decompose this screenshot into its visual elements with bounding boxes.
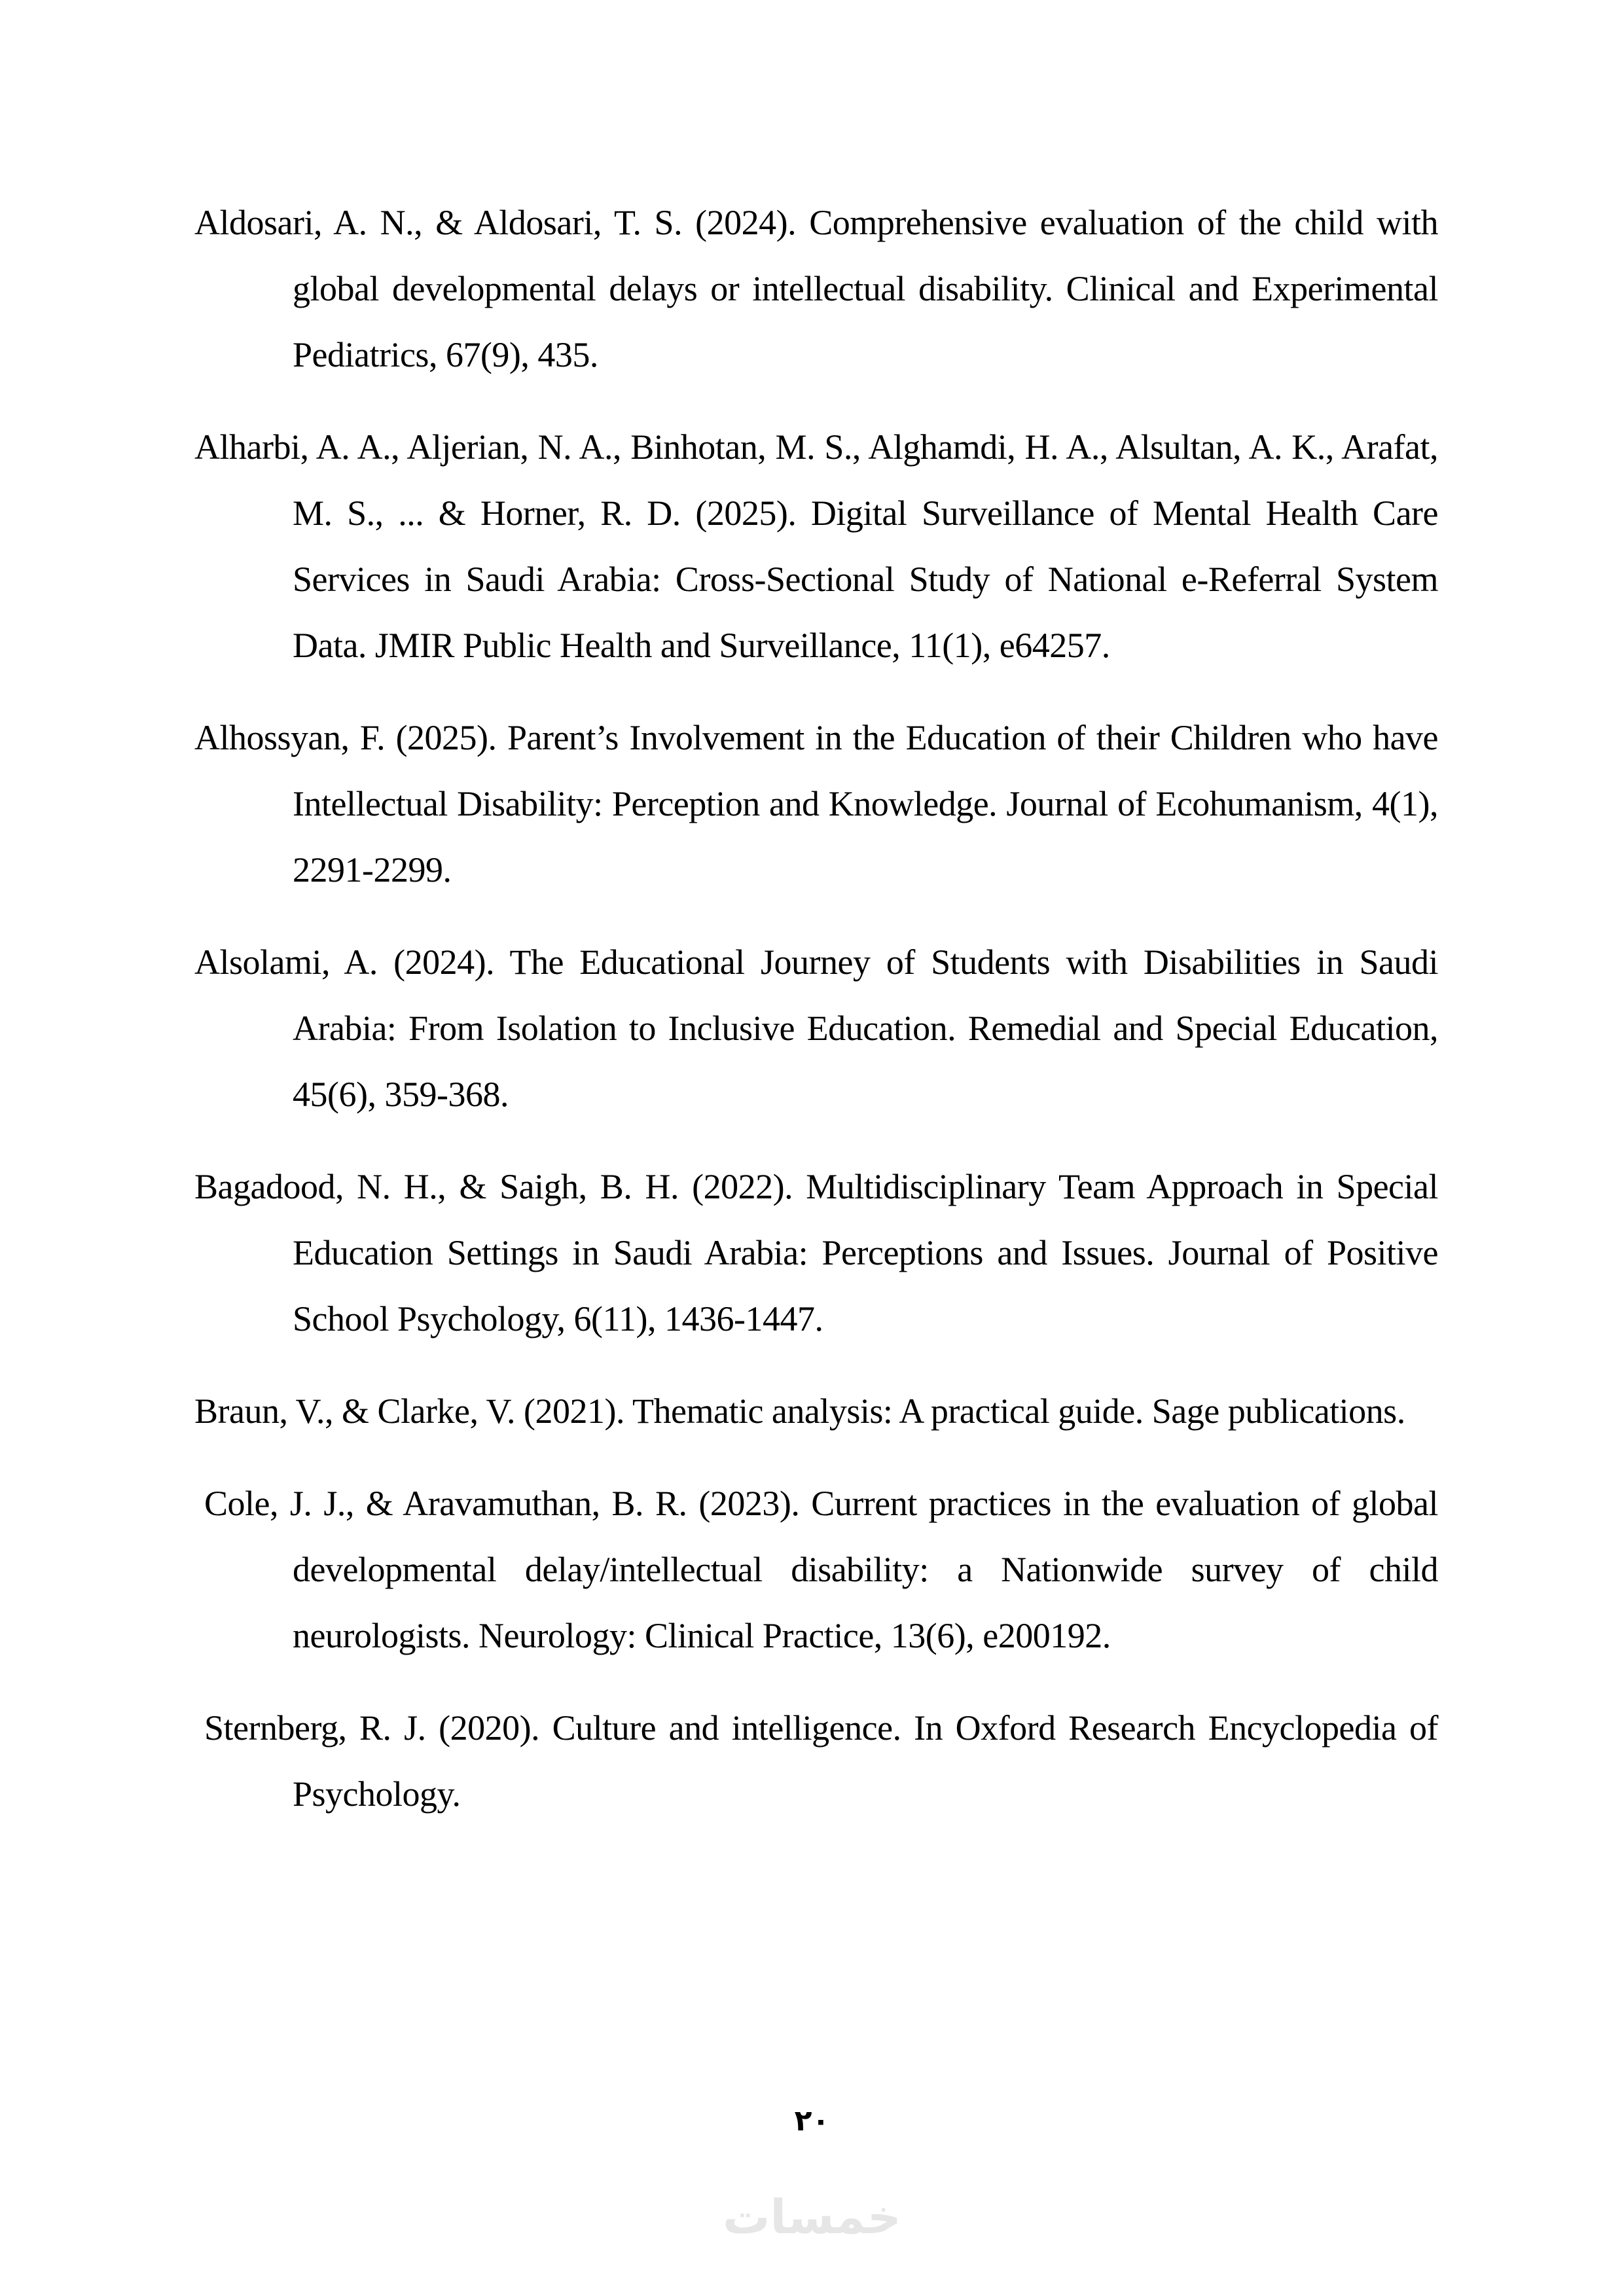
- watermark-logo: خمسات: [723, 2189, 901, 2244]
- reference-entry-cole: Cole, J. J., & Aravamuthan, B. R. (2023). Current practices in the evaluation of global developmental delay/intellectual disability: a Nationwide survey of child neurologists. Neurology: Clinical Practice, 13(6), e200192.: [204, 1484, 1438, 1655]
- page-number: ٢٠: [794, 2104, 830, 2138]
- reference-entry-alharbi: Alharbi, A. A., Aljerian, N. A., Binhotan, M. S., Alghamdi, H. A., Alsultan, A. K., Arafat, M. S., ... & Horner, R. D. (2025). Digital Surveillance of Mental Health Care Services in Saudi Arabia: Cross-Sectional Study of National e-Referral System Data. JMIR Public Health and Surveillance, 11(1), e64257.: [194, 427, 1438, 665]
- reference-entry-bagadood: Bagadood, N. H., & Saigh, B. H. (2022). Multidisciplinary Team Approach in Special Education Settings in Saudi Arabia: Perceptions and Issues. Journal of Positive School Psychology, 6(11), 1436-1447.: [194, 1167, 1438, 1338]
- reference-entry-alsolami: Alsolami, A. (2024). The Educational Journey of Students with Disabilities in Saudi Arabia: From Isolation to Inclusive Education. Remedial and Special Education, 45(6), 359-368.: [194, 942, 1438, 1114]
- reference-entry-sternberg: Sternberg, R. J. (2020). Culture and intelligence. In Oxford Research Encyclopedia of Psychology.: [204, 1708, 1438, 1814]
- reference-entry-braun: Braun, V., & Clarke, V. (2021). Thematic analysis: A practical guide. Sage publications.: [194, 1391, 1405, 1431]
- reference-entry-aldosari: Aldosari, A. N., & Aldosari, T. S. (2024). Comprehensive evaluation of the child with global developmental delays or intellectual disability. Clinical and Experimental Pediatrics, 67(9), 435.: [194, 203, 1438, 374]
- reference-entry-alhossyan: Alhossyan, F. (2025). Parent’s Involvement in the Education of their Children who have Intellectual Disability: Perception and Knowledge. Journal of Ecohumanism, 4(1), 2291-2299.: [194, 718, 1438, 889]
- reference-list: [194, 190, 1438, 1854]
